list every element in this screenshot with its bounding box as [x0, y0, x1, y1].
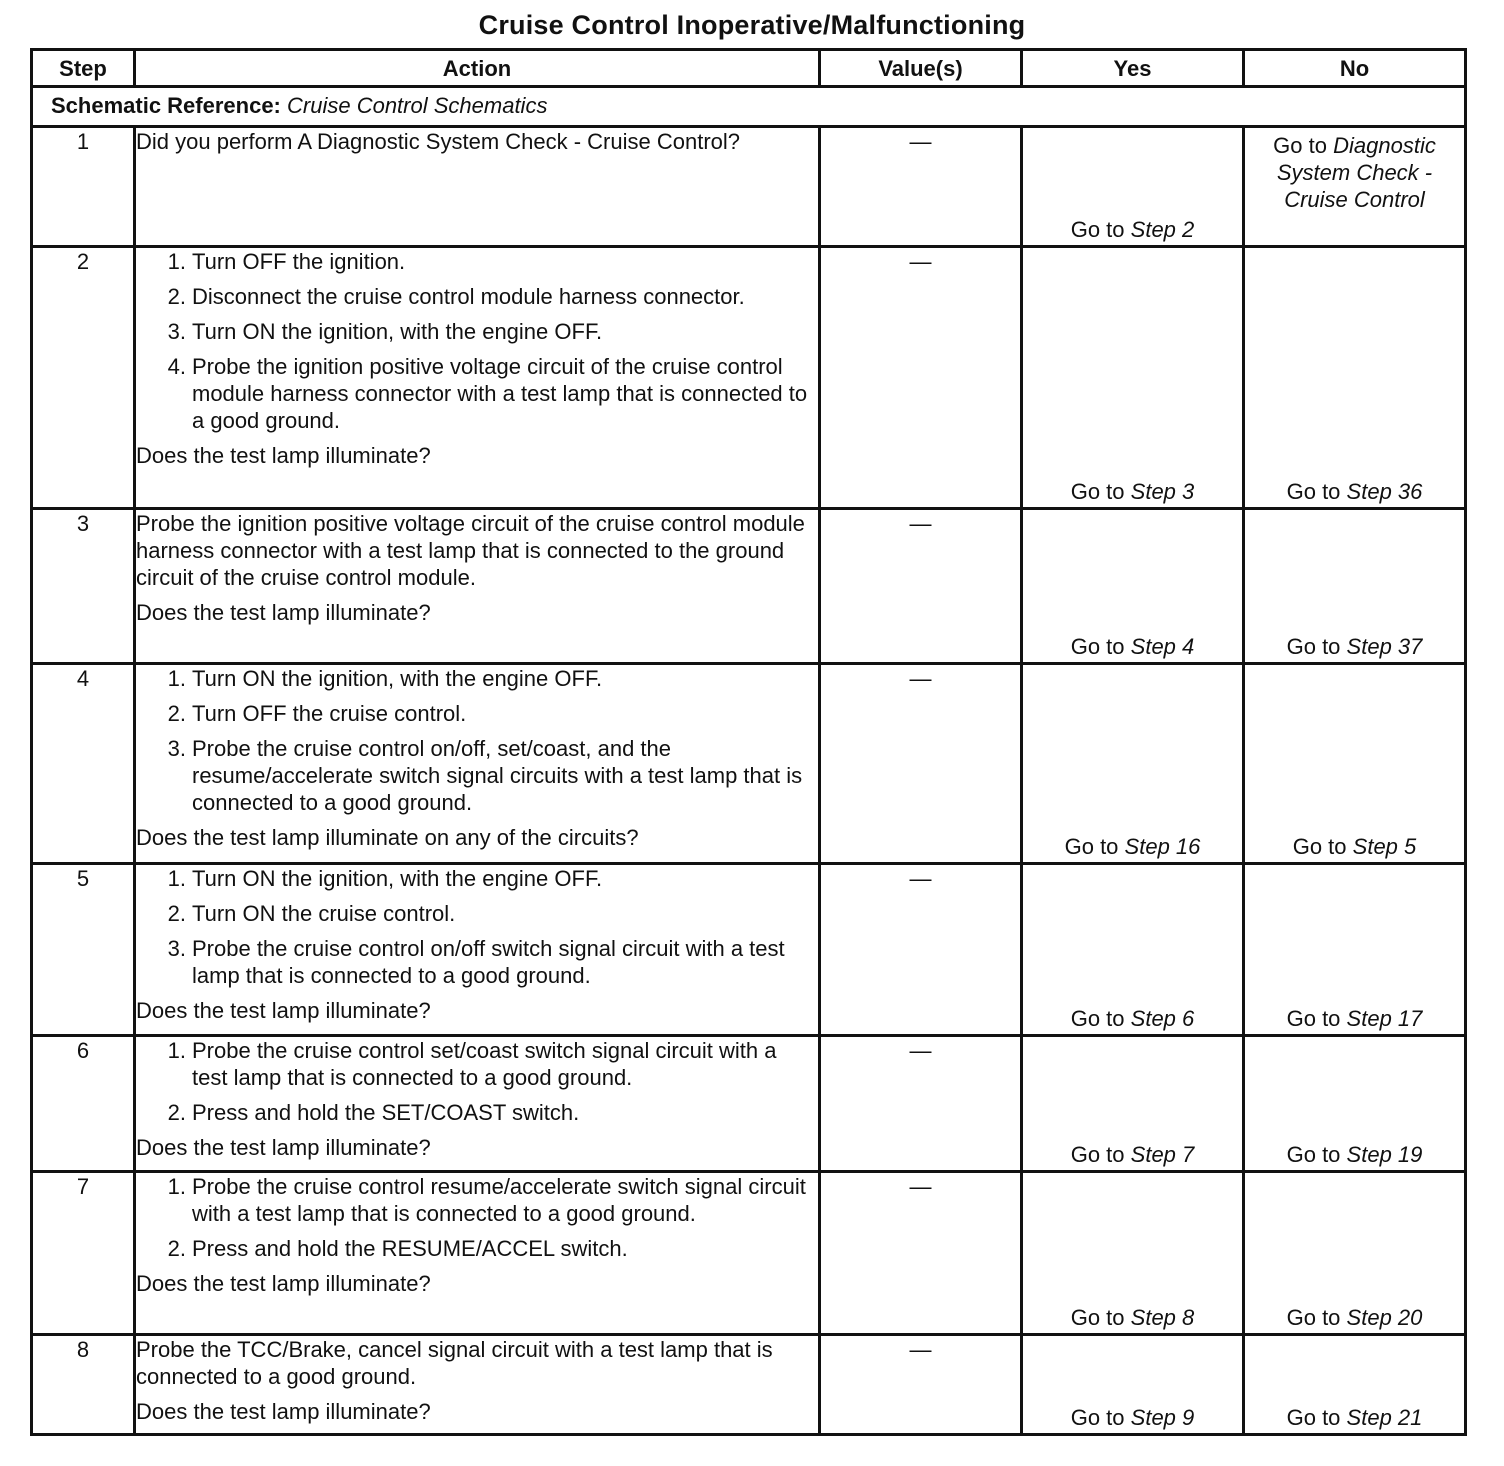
- step-number: 4: [32, 664, 135, 864]
- action-steps: [136, 1037, 818, 1126]
- schematic-reference-link[interactable]: Cruise Control Schematics: [287, 93, 548, 118]
- no-goto[interactable]: Go to Step 36: [1286, 479, 1423, 504]
- header-no: No: [1244, 50, 1466, 87]
- list-item: 2. Press and hold the RESUME/ACCEL switch.: [167, 1236, 628, 1261]
- list-item: 2. Turn OFF the cruise control.: [167, 701, 467, 726]
- no-goto[interactable]: Go to Step 5: [1292, 834, 1417, 859]
- yes-cell: [1022, 864, 1244, 1036]
- action-cell: [135, 1172, 820, 1335]
- list-item: 3. Turn ON the ignition, with the engine OFF.: [167, 319, 603, 344]
- yes-cell: [1022, 509, 1244, 664]
- table-row: [32, 1172, 1466, 1335]
- list-item: 1. Turn ON the ignition, with the engine OFF.: [167, 866, 603, 891]
- list-item: 3. Probe the cruise control on/off switch signal circuit with a test lamp that is connected to a good ground.: [167, 936, 785, 988]
- no-cell: [1244, 1335, 1466, 1435]
- list-item: 2. Disconnect the cruise control module harness connector.: [167, 284, 745, 309]
- value-cell: —: [820, 1172, 1022, 1335]
- action-steps: [136, 1173, 818, 1262]
- action-question: Does the test lamp illuminate?: [136, 600, 431, 625]
- list-item: 3. Probe the cruise control on/off, set/coast, and the resume/accelerate switch signal circuits with a test lamp that is connected to a good ground.: [167, 736, 803, 815]
- no-goto[interactable]: Go to Step 19: [1286, 1142, 1423, 1167]
- diagnostic-table: [30, 48, 1467, 1436]
- step-number: 8: [32, 1335, 135, 1435]
- action-question: Does the test lamp illuminate?: [136, 1399, 431, 1424]
- value-cell: —: [820, 1335, 1022, 1435]
- yes-goto[interactable]: Go to Step 6: [1070, 1006, 1195, 1031]
- action-question: Does the test lamp illuminate?: [136, 1271, 431, 1296]
- no-cell: [1244, 127, 1466, 247]
- yes-cell: [1022, 127, 1244, 247]
- yes-cell: [1022, 664, 1244, 864]
- no-goto[interactable]: Go to Step 21: [1286, 1405, 1423, 1430]
- value-cell: —: [820, 864, 1022, 1036]
- list-item: 2. Press and hold the SET/COAST switch.: [167, 1100, 580, 1125]
- action-steps: [136, 865, 818, 989]
- value-cell: —: [820, 1036, 1022, 1172]
- action-question: Does the test lamp illuminate?: [136, 443, 431, 468]
- table-row: [32, 127, 1466, 247]
- no-cell: [1244, 1172, 1466, 1335]
- value-cell: —: [820, 509, 1022, 664]
- action-cell: [135, 1335, 820, 1435]
- yes-goto[interactable]: Go to Step 4: [1070, 634, 1195, 659]
- step-number: 3: [32, 509, 135, 664]
- header-action: Action: [135, 50, 820, 87]
- table-row: [32, 1335, 1466, 1435]
- step-number: 6: [32, 1036, 135, 1172]
- schematic-reference-row: [32, 87, 1466, 127]
- schematic-reference: [32, 87, 1466, 127]
- table-row: [32, 247, 1466, 509]
- action-steps: [136, 665, 818, 816]
- yes-cell: [1022, 247, 1244, 509]
- action-steps: [136, 248, 818, 434]
- no-goto[interactable]: Go to Step 20: [1286, 1305, 1423, 1330]
- yes-goto[interactable]: Go to Step 3: [1070, 479, 1195, 504]
- no-cell: [1244, 509, 1466, 664]
- header-yes: Yes: [1022, 50, 1244, 87]
- step-number: 5: [32, 864, 135, 1036]
- no-cell: [1244, 664, 1466, 864]
- header-step: Step: [32, 50, 135, 87]
- action-cell: [135, 664, 820, 864]
- value-cell: —: [820, 664, 1022, 864]
- step-number: 1: [32, 127, 135, 247]
- page-title: Cruise Control Inoperative/Malfunctioning: [478, 10, 1026, 40]
- value-cell: —: [820, 247, 1022, 509]
- action-question: Does the test lamp illuminate on any of the circuits?: [136, 825, 639, 850]
- action-cell: [135, 864, 820, 1036]
- schematic-reference-label: Schematic Reference:: [51, 93, 281, 118]
- no-cell: [1244, 864, 1466, 1036]
- list-item: 4. Probe the ignition positive voltage circuit of the cruise control module harness connector with a test lamp that is connected to a good ground.: [167, 354, 808, 433]
- no-cell: [1244, 1036, 1466, 1172]
- action-text: Probe the TCC/Brake, cancel signal circuit with a test lamp that is connected to a good ground.: [136, 1337, 773, 1389]
- table-row: [32, 664, 1466, 864]
- action-text: Did you perform A Diagnostic System Check - Cruise Control?: [136, 129, 741, 154]
- yes-cell: [1022, 1335, 1244, 1435]
- yes-goto[interactable]: Go to Step 16: [1064, 834, 1201, 859]
- no-goto[interactable]: Go to Diagnostic System Check - Cruise Control: [1273, 133, 1436, 212]
- list-item: 1. Probe the cruise control set/coast switch signal circuit with a test lamp that is connected to a good ground.: [167, 1038, 777, 1090]
- list-item: 1. Turn ON the ignition, with the engine OFF.: [167, 666, 603, 691]
- list-item: 1. Turn OFF the ignition.: [167, 249, 406, 274]
- no-goto[interactable]: Go to Step 17: [1286, 1006, 1423, 1031]
- action-cell: [135, 127, 820, 247]
- yes-goto[interactable]: Go to Step 2: [1070, 217, 1195, 242]
- action-question: Does the test lamp illuminate?: [136, 998, 431, 1023]
- list-item: 2. Turn ON the cruise control.: [167, 901, 456, 926]
- no-goto[interactable]: Go to Step 37: [1286, 634, 1423, 659]
- yes-cell: [1022, 1172, 1244, 1335]
- yes-goto[interactable]: Go to Step 9: [1070, 1405, 1195, 1430]
- yes-cell: [1022, 1036, 1244, 1172]
- header-row: [32, 50, 1466, 87]
- yes-goto[interactable]: Go to Step 8: [1070, 1305, 1195, 1330]
- yes-goto[interactable]: Go to Step 7: [1070, 1142, 1195, 1167]
- action-cell: [135, 509, 820, 664]
- action-cell: [135, 247, 820, 509]
- step-number: 7: [32, 1172, 135, 1335]
- header-value: Value(s): [820, 50, 1022, 87]
- value-cell: —: [820, 127, 1022, 247]
- table-row: [32, 864, 1466, 1036]
- list-item: 1. Probe the cruise control resume/accelerate switch signal circuit with a test lamp that is connected to a good ground.: [167, 1174, 806, 1226]
- action-cell: [135, 1036, 820, 1172]
- no-cell: [1244, 247, 1466, 509]
- step-number: 2: [32, 247, 135, 509]
- table-row: [32, 1036, 1466, 1172]
- table-row: [32, 509, 1466, 664]
- action-question: Does the test lamp illuminate?: [136, 1135, 431, 1160]
- action-text: Probe the ignition positive voltage circuit of the cruise control module harness connector with a test lamp that is connected to the ground circuit of the cruise control module.: [136, 511, 805, 590]
